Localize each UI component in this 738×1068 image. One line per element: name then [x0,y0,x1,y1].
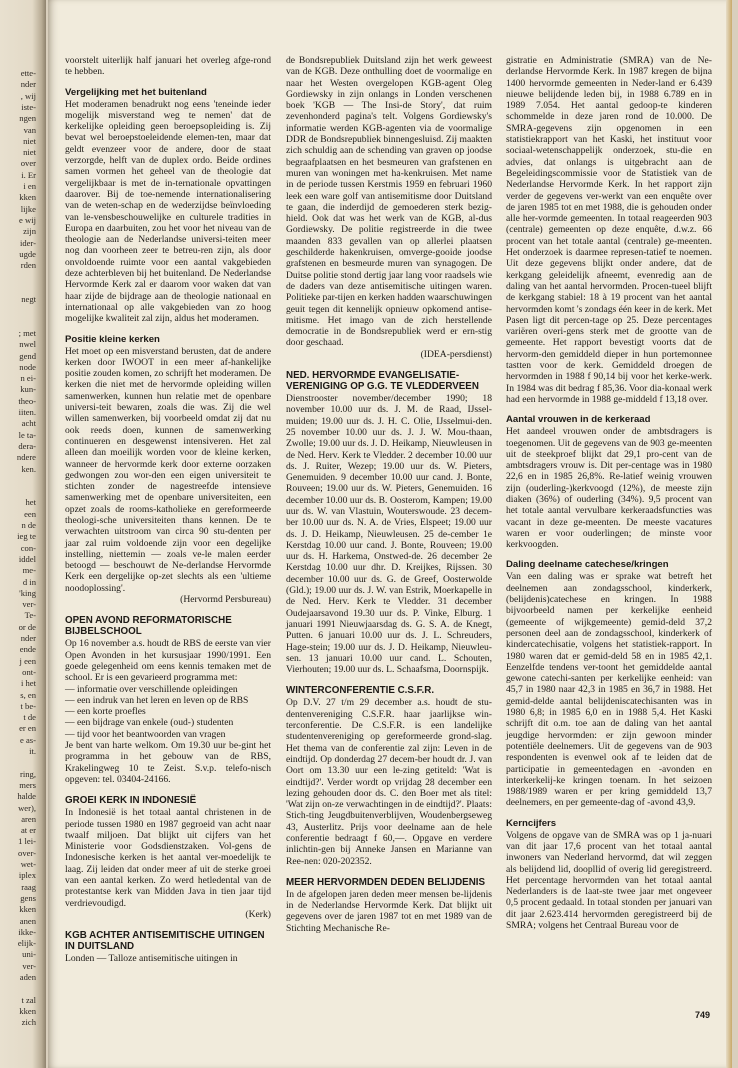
gutter-text-fragment: wet- [20,859,36,869]
gutter-text-fragment: anen [19,915,36,926]
gutter-text-fragment: over [20,158,36,169]
article-body: Op D.V. 27 t/m 29 december a.s. houdt de stu-dentenvereniging C.S.F.R. haar jaarlijkse win-terconferentie. De C.S.F.R. is een landelijke studentenvereniging op gereformeerde grond-slag. Het thema van de conferentie zal zijn: Leven in de eindtijd. Op donderdag 27 decem-ber houdt dr. J. van Oort om 13.30 uur een le-zing getiteld: 'Wat is eindtijd?'. Verder wordt op vrijdag 28 december een lezing gehouden door ds. C. den Boer met als titel: 'Wat zijn on-ze verwachtingen in de eindtijd?'. Plaats: Stich-ting Jeugdbuitenverblijven, Woudenbergseweg 43, Austerlitz. Prijs voor deelname aan de hele conferentie bedraagt f 60,—. Opgave en verdere inlichtin-gen bij Anneke Jansen en Marianne van Ree-nen: 020-202352. [286,697,492,867]
gutter-text-fragment: er en [19,723,36,734]
gutter-text-fragment: ugde [19,248,36,259]
gutter-text-fragment: negt [21,294,36,304]
page-number: 749 [694,1010,710,1020]
list-item: — een korte proefles [65,706,146,718]
byline: (Kerk) [245,908,271,920]
gutter-text-fragment: it. [29,746,36,756]
gutter-text-fragment: rden [20,260,36,271]
intro-text: voorstelt uiterlijk half januari het overleg afge-rond te hebben. [65,55,271,78]
gutter-text-fragment: aden [19,972,36,982]
gutter-text-fragment: i en [23,181,36,191]
article-body: Londen — Talloze antisemitische uitingen in [65,953,238,965]
gutter-text-fragment: s, en [20,689,36,700]
gutter-text-fragment: le ta- [18,429,36,440]
list-item: — een indruk van het leren en leven op de RBS [65,694,249,706]
gutter-text-fragment: i het [20,678,36,689]
section-heading: Aantal vrouwen in de kerkeraad [506,414,651,426]
gutter-text-fragment: iiten. [18,407,36,417]
gutter-text-fragment: ngen [19,113,36,124]
column-3 [506,55,712,931]
gutter-text-fragment: wer), [18,802,36,813]
gutter-text-fragment: t be- [20,700,36,711]
list-item: — informatie over verschillende opleidingen [65,683,238,695]
gutter-text-fragment: iplex [18,870,36,881]
magazine-page [48,0,732,1068]
article-body: gistratie en Administratie (SMRA) van de Ne-derlandse Hervormde Kerk. In 1987 kregen de bijna 1400 hervormde gemeenten in Neder-land er 6.439 nieuwe belijdende leden bij, in 1988 6.789 en in 1989 7.054. Het aantal gedoop-te kinderen schommelde in deze jaren rond de 10.000. De SMRA-gegevens zijn opgenomen in een statistiekrapport van het Kaski, het instituut voor sociaal-wetenschappelijk onderzoek, stu-die en advies, dat onlangs is uitgebracht aan de Begeleidingscommissie voor de Statistiek van de Nederlandse Hervormde Kerk. In het rapport zijn verder de gegevens ver-werkt van een enquête over de jaren 1985 tot en met 1988, die is gehouden onder alle her-vormde gemeenten. In totaal reageerden 903 (centrale) gemeenten op deze enquête, d.w.z. 66 procent van het totale aantal (centrale) ge-meenten. Het onderzoek is daarmee represen-tatief te noemen. Uit deze gegevens blijkt onder andere, dat de kerkgang geleidelijk afneemt, evenredig aan de daling van het aantal hervormden. Procen-tueel blijft de kerkgang stabiel: 18 à 19 procent van het aantal hervormden komt 's zondags één keer in de kerk. Met Pasen ligt dit percen-tage op 25. Deze percentages variëren overi-gens sterk met de grootte van de gemeente. Het rapport bevestigt voorts dat de hervorm-den gemiddeld dieper in hun portemonnee tastten voor de kerk. Gemiddeld droegen de hervormden in 1988 f 90,14 bij voor het kerke-werk. In 1984 was dit bedrag f 85,36. Voor dia-konaal werk had een hervormde in 1988 ge-middeld f 13,18 over. [506,55,712,405]
article-body: In Indonesië is het totaal aantal christenen in de periode tussen 1980 en 1987 gegroeid van acht naar twaalf miljoen. Dat blijkt uit cijfers van het Ministerie voor Godsdienstzaken. Vol-gens de Indonesische kerken is het aantal ver-moedelijk te laag. Zij leiden dat onder meer af uit de sterke groei van een aantal kerken. Zo werd hetledental van de protestantse kerk van Midden Java in tien jaar tijd verdrievoudigd. [65,807,271,909]
gutter-text-fragment: ver- [22,960,36,971]
section-body: Van een daling was er sprake wat betreft het deelnemen aan zondagsschool, kinderkerk, (belijdenis)catechese en kringen. In 1988 bijvoorbeeld namen per kerkelijke eenheid (gemeente of wijkgemeente) gemid-deld 37,2 personen deel aan de zondagsschool, kinderkerk of kindercatechisatie, volgens het statistiek-rapport. In 1980 waren dat er gemid-deld 58 en in 1985 42,1. Eenzelfde tendens ver-toont het gemiddelde aantal gewone catechi-santen per kerkelijke eenheid: van 45,7 in 1980 naar 42,3 in 1985 en 36,7 in 1988. Het gemid-delde aantal belijdeniscatechisanten was in 1980 6,8; in 1985 6,0 en in 1988 5,4. Het Kaski schrijft dit o.m. toe aan de daling van het aantal jeugdige hervormden: er zijn gewoon minder potentiële deelnemers. Uit de gegevens van de 903 respondenten is evenwel ook af te leiden dat de participatie in gemeentedagen en -avonden en interkerkelij-ke kringen toenam. In het seizoen 1988/1989 waren er per kring gemiddeld 13,7 deelnemers, en per gemeente-dag of -avond 43,9. [506,571,712,809]
gutter-text-fragment: niet [23,147,36,158]
gutter-text-fragment: nder [20,633,36,643]
gutter-text-fragment: halde [17,791,36,802]
gutter-text-fragment: ; met [18,327,36,338]
byline: (IDEA-persdienst) [420,348,492,360]
gutter-text-fragment: nder [20,79,36,90]
gutter-text-fragment: theo- [18,395,36,406]
gutter-text-fragment: zijn [23,226,36,237]
gutter-text-fragment: niet [23,135,36,146]
gutter-text-fragment: at er [20,825,36,836]
article-body: Je bent van harte welkom. Om 19.30 uur be-gint het programma in het gebouw van de RBS, Krakelingweg 10 te Zeist. S.v.p. telefo-nisch opgeven: tel. 03404-24166. [65,740,271,785]
gutter-text-fragment: ikke- [18,926,36,937]
gutter-text-fragment: d in [22,576,36,587]
gutter-text-fragment: n ei- [20,373,36,384]
gutter-text-fragment: aren [21,813,36,824]
article-heading: OPEN AVOND REFORMATORISCHE BIJBELSCHOOL [65,615,232,638]
previous-page-gutter [0,0,46,1068]
article-heading: NED. HERVORMDE EVANGELISATIE-VERENIGING OP G.G. TE VLEDDERVEEN [286,370,479,393]
gutter-text-fragment: ider- [19,237,36,248]
column-1 [65,55,271,964]
gutter-text-fragment: ring, [20,768,36,779]
list-item: — tijd voor het beantwoorden van vragen [65,728,226,740]
section-body: Het moet op een misverstand berusten, dat de andere kerken door IWOOT in een meer af-hankelijke positie zouden komen, zo schrijft het moderamen. De kerken die niet met de hervormde opleiding willen samenwerken, kunnen hun relatie met de openbare universi-teit bewaren, zoals die was. Zij die wel willen samenwerken, bij voorbeeld omdat zij dat nu ook reeds doen, kunnen de samenwerking continueren en desgewenst intensiveren. Het zal alleen dan moeilijk worden voor de kleine kerken, wanneer de hervormde kerk door externe oorzaken gedwongen zou wor-den een eigen universiteit te stichten zonder de nagestreefde intensieve samenwerking met de openbare universiteiten, een opzet zoals de rooms-katholieke en gereformeerde theologi-sche universiteiten thans kennen. De te verwachten uitstroom van circa 90 stu-denten per jaar zal ruim voldoende zijn voor een degelijke instelling, niettemin — zoals ve-le malen eerder betoogd — beschouwt de Ne-derlandse Hervormde Kerk een dergelijke op-zet slechts als een 'ultieme noodoplossing'. [65,345,271,594]
section-heading: Positie kleine kerken [65,333,160,345]
gutter-text-fragment: over- [18,847,36,858]
article-heading: GROEI KERK IN INDONESIË [65,795,197,807]
gutter-text-fragment: dera- [18,440,36,451]
gutter-text-fragment: ieg te [17,531,36,542]
article-heading: KGB ACHTER ANTISEMITISCHE UITINGEN IN DUITSLAND [65,930,265,953]
gutter-text-fragment: n de [21,520,36,530]
gutter-text-fragment: Te- [24,610,36,621]
gutter-text-fragment: zich [21,1017,36,1028]
article-heading: MEER HERVORMDEN DEDEN BELIJDENIS [286,876,486,888]
gutter-text-fragment: ken. [21,463,36,474]
gutter-text-fragment: kun- [20,384,36,395]
gutter-text-fragment: lijke [20,203,36,214]
gutter-text-fragment: ont- [22,666,36,677]
gutter-text-fragment: nwel [19,339,36,350]
gutter-text-fragment: 'king [19,587,36,598]
gutter-text-fragment: gend [19,350,36,361]
gutter-text-fragment: ette- [20,68,36,78]
article-body: Op 16 november a.s. houdt de RBS de eerste van vier Open Avonden in het kursusjaar 1990/1991. Een goede gelegenheid om eens kennis temaken met de school. Er is een gevarieerd programma met: [65,638,271,684]
gutter-text-fragment: 1 lei- [18,836,36,847]
gutter-text-fragment: een [24,508,36,519]
article-heading: WINTERCONFERENTIE C.S.F.R. [286,685,435,697]
gutter-text-fragment: ver- [22,599,36,610]
gutter-text-fragment: j een [19,655,36,666]
section-heading: Kerncijfers [506,817,557,829]
program-list [65,684,271,740]
gutter-text-fragment: raag [21,881,36,892]
section-body: Volgens de opgave van de SMRA was op 1 ja-nuari van dit jaar 17,6 procent van het totaal aantal inwoners van Nederland hervormd, dat wil zeggen als belijdend lid, doopllid of overig lid geregistreerd. Het percentage hervormden van het totaal aantal Nederlanders is de laat-ste twee jaar met ongeveer 0,5 procent gedaald. In totaal stonden per januari van dit jaar 2.623.414 hervormden geregistreerd bij de SMRA; volgens het Centraal Bureau voor de [506,829,712,932]
gutter-text-fragment: mers [19,779,36,790]
gutter-text-fragment: elijk- [17,938,36,949]
byline: (Hervormd Persbureau) [180,594,271,606]
gutter-text-fragment: , wij [20,90,36,101]
gutter-text-fragment: ndere [16,452,36,463]
gutter-text-fragment: kken [19,192,36,203]
gutter-text-fragment: or de [18,621,36,632]
gutter-text-fragment: node [19,361,36,372]
article-body: de Bondsrepubliek Duitsland zijn het werk geweest van de KGB. Deze onthulling doet de voormalige en naar het Westen overgelopen KGB-agent Oleg Gordiewsky in zijn onlangs in Londen verschenen boek 'KGB — The Insi-de Story', dat ruim zevenhonderd pagina's telt. Volgens Gordiewsky's informatie werden KGB-agenten via de voormalige DDR de Bondsrepubliek binnengesluisd. Zij maakten zich schuldig aan de schending van graven op joodse begraafplaatsen en het besmeuren van grafstenen en muren van woningen met ha-kenkruisen. Met name in de periode tussen Kerstmis 1959 en februari 1960 leek een ware golf van antisemitisme door Duitsland te gaan, die inderdijd de gemoederen sterk bezig-hield. Ook dat was het werk van de KGB, al-dus Gordiewsky. De politie registreerde in die twee maanden 833 gevallen van op allerlei plaatsen geschilderde hakenkruisen, omverge-gooide joodse grafstenen en besmeurde muren van synagogen. De Duitse politie stond dertig jaar lang voor raadsels wie de daders van deze antisemitische uitingen waren. Politieke par-tijen en kerken hadden waarschuwingen geuit tegen dit kennelijk opnieuw opkomend antise-mitisme. Het imago van de zich herstellende democratie in de Bondsrepubliek werd er ern-stig door geschaad. [286,55,492,349]
section-body: Het aandeel vrouwen onder de ambtsdragers is toegenomen. Uit de gegevens van de 903 ge-meenten uit de steekproef blijkt dat 29,1 pro-cent van de ambtsdragers vrouw is. Dit per-centage was in 1980 22,6 en in 1985 26,8%. Re-latief weinig vrouwen zijn (ouderling-)kerkvoogd (12%), de meeste zijn diaken (36%) of ouderling (34%). 9,5 procent van het totale aantal vervulbare kerkeraadsfuncties was vacant in deze ge-meenten. De meeste vacatures waren er voor ouderlingen; de minste voor kerkvoogden. [506,426,712,551]
gutter-text-fragment: e as- [20,734,36,745]
page-edge [726,0,732,1068]
section-heading: Daling deelname catechese/kringen [506,559,669,571]
section-heading: Vergelijking met het buitenland [65,86,207,98]
gutter-text-fragment: gens [20,892,36,903]
gutter-text-fragment: me- [22,565,36,576]
gutter-text-fragment: acht [21,418,36,429]
gutter-text-fragment: ende [19,644,36,655]
gutter-text-fragment: con- [20,542,36,553]
gutter-text-fragment: kken [19,904,36,915]
gutter-text-fragment: iste- [21,101,36,112]
gutter-text-fragment: e wij [19,214,36,225]
article-body: Dienstrooster november/december 1990; 18 november 10.00 uur ds. J. M. de Raad, IJssel-muiden; 19.00 uur ds. J. H. C. Olie, IJsselmui-den. 25 november 10.00 uur ds. J. J. W. Mou-thaan, Zwolle; 19.00 uur ds. J. D. Heikamp, Nieuwleusen in de Ned. Herv. Kerk te Vledder. 2 december 10.00 uur ds. J. Ruiter, Wezep; 19.00 uur ds. W. Pieters, Genemuiden. 9 december 10.00 uur cand. J. Bonte, Rouveen; 19.00 uur ds. W. Pieters, Genemuiden. 16 december 10.00 uur ds. B. Oosterom, Kampen; 19.00 uur ds. W. van Vlastuin, Wouterswoude. 23 decem-ber 10.00 uur ds. N. A. de Vries, Elspeet; 19.00 uur ds. J. D. Heikamp, Nieuwleusen. 25 de-cember 1e Kerstdag 10.00 uur cand. J. Bonte, Rouveen; 19.00 uur ds. H. Harkema, Onstwed-de. 26 december 2e Kerstdag 10.00 uur dhr. D. Kreijkes, Rijssen. 30 december 10.00 uur ds. G. de Greef, Oosterwolde (Gld.); 19.00 uur ds. J. W. van Estrik, Moerkapelle in de Ned. Herv. Kerk te Vledder. 31 december Oudejaarsavond 19.30 uur ds. P. Vinke, Elburg. 1 januari 1991 Nieuwjaarsdag ds. G. S. A. de Knegt, Putten. 6 januari 10.00 uur ds. J. L. Schreuders, Hage-stein; 19.00 uur ds. J. D. Heikamp, Nieuwleu-sen. 13 januari 10.00 uur cand. L. Schouten, Vierhouten; 19.00 uur ds. L. Schaafsma, Doornspijk. [286,393,492,676]
column-2 [286,55,492,934]
gutter-text-fragment: het [25,497,36,508]
gutter-text-fragment: t de [23,712,36,723]
gutter-text-fragment: iddel [18,553,36,564]
gutter-text-fragment: i. Er [21,169,36,180]
gutter-text-fragment: t zal [21,994,36,1005]
list-item: — een bijdrage van enkele (oud-) studenten [65,717,234,729]
gutter-text-fragment: uni- [22,949,36,960]
gutter-text-fragment: kken [19,1005,36,1016]
section-body: Het moderamen benadrukt nog eens 'teneinde ieder mogelijk misverstand weg te nemen' dat de kerkelijke opleiding geen beroepsopleiding is. Zij bevat wel beroepstoeleidende elemen-ten, maar dat geldt evenzeer voor de andere, door de staat verzorgde, helft van de duplex ordo. Beide ordines samen vormen het geheel van de theologie dat vergelijkbaar is met de in-ternationale opvattingen daarover. Bij de toe-nemende internationalisering van de weten-schap en de wederzijdse beïnvloeding van le-vensbeschouwelijke en culturele tradities in Europa en daarbuiten, zou het voor het niveau van de theologie aan de Nederlandse universi-teiten meer nog dan voorheen zeer te betreu-ren zijn, als door onvoldoende ruimte voor een aantal vakgebieden deze achterbleven bij het buitenland. De Nederlandse Hervormde Kerk zal er daarom voor waken dat van haar zijde de bijdrage aan de theologie nationaal en internationaal op alle vakgebieden van zo hoog mogelijke kwaliteit zal zijn, aldus het moderamen. [65,98,271,325]
article-body: In de afgelopen jaren deden meer mensen be-lijdenis in de Nederlandse Hervormde Kerk. Dat blijkt uit gegevens over de jaren 1987 tot en met 1989 van de Stichting Mechanische Re- [286,888,492,934]
gutter-text-fragment: van [23,124,36,135]
